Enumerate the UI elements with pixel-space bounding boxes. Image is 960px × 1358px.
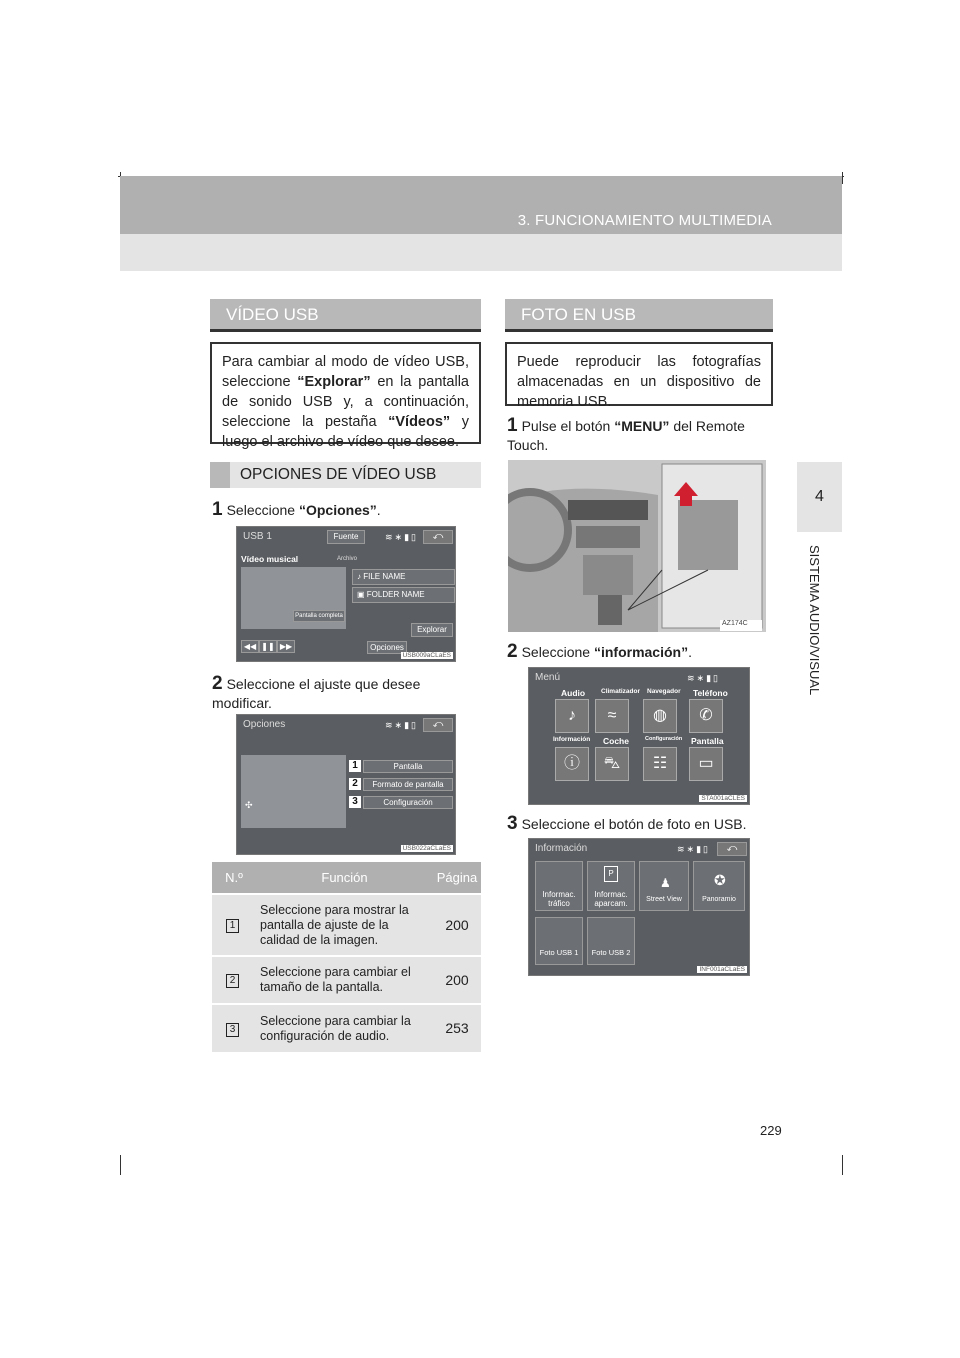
options-screen bbox=[236, 714, 456, 855]
figure-code: AZ174C bbox=[722, 620, 748, 627]
menu-label-information: Información bbox=[553, 736, 591, 743]
row-number: 2 bbox=[226, 974, 239, 988]
settings-button[interactable]: Configuración bbox=[363, 796, 453, 809]
menu-label-display: Pantalla bbox=[691, 736, 724, 746]
screen-format-button[interactable]: Formato de pantalla bbox=[363, 778, 453, 791]
source-button[interactable]: Fuente bbox=[327, 530, 365, 544]
left-intro-box bbox=[210, 342, 481, 450]
parking-icon: P bbox=[604, 866, 618, 882]
figure-code: USB022aCLaES bbox=[402, 845, 451, 852]
screen-title: Opciones bbox=[243, 719, 286, 730]
chapter-label-wrap bbox=[782, 545, 862, 696]
intro-bold: “Explorar” bbox=[297, 374, 371, 390]
step-text: Seleccione bbox=[226, 502, 299, 518]
step-2 bbox=[507, 642, 773, 662]
step-text: Pulse el botón bbox=[521, 418, 615, 434]
chapter-tab bbox=[797, 462, 842, 532]
screen-title: Menú bbox=[535, 672, 561, 683]
step-bold: “Opciones” bbox=[298, 502, 377, 518]
intro-bold: “Vídeos” bbox=[388, 414, 451, 430]
step-3 bbox=[507, 814, 773, 834]
function-table bbox=[212, 862, 481, 1052]
back-icon[interactable]: ⤺ bbox=[423, 718, 453, 732]
information-screen bbox=[528, 838, 750, 976]
step-text: Seleccione bbox=[521, 644, 594, 660]
compass-icon[interactable]: ◍ bbox=[643, 699, 677, 733]
street-view-button[interactable] bbox=[639, 861, 689, 911]
menu-screen bbox=[528, 667, 750, 805]
sub-section-title: OPCIONES DE VÍDEO USB bbox=[210, 462, 481, 488]
step-number: 3 bbox=[507, 813, 518, 834]
back-icon[interactable]: ⤺ bbox=[423, 530, 453, 544]
menu-label-car: Coche bbox=[603, 736, 629, 746]
callout-1: 1 bbox=[349, 760, 361, 772]
intro-text: y luego el archivo de vídeo que desee. bbox=[222, 414, 469, 450]
screen-title: Información bbox=[535, 843, 588, 854]
menu-label-phone: Teléfono bbox=[693, 688, 728, 698]
forward-icon: ▶▶ bbox=[279, 642, 293, 651]
table-row bbox=[212, 956, 481, 1004]
folder-name: FOLDER NAME bbox=[366, 590, 425, 599]
row-page: 200 bbox=[433, 894, 481, 956]
step-text: Seleccione el botón de foto en USB. bbox=[521, 816, 747, 832]
right-section-title: FOTO EN USB bbox=[505, 299, 773, 332]
step-1 bbox=[212, 500, 482, 520]
step-text: Seleccione el ajuste que desee modificar. bbox=[212, 676, 421, 711]
tile-label: Informac. aparcam. bbox=[594, 890, 628, 908]
folder-row[interactable] bbox=[352, 587, 455, 603]
status-icons: ≋∗▮▯ bbox=[687, 673, 720, 683]
car-interior-illustration bbox=[508, 460, 766, 632]
col-function: Función bbox=[256, 862, 433, 894]
callout-3: 3 bbox=[349, 796, 361, 808]
person-icon: ♟ bbox=[660, 876, 671, 890]
step-bold: “MENU” bbox=[614, 418, 670, 434]
screen-title: USB 1 bbox=[243, 531, 272, 542]
tile-label: Foto USB 1 bbox=[539, 948, 579, 957]
row-page: 200 bbox=[433, 956, 481, 1004]
options-button[interactable]: Opciones bbox=[367, 641, 407, 654]
info-icon[interactable]: ⓘ bbox=[555, 747, 589, 781]
traffic-info-button[interactable] bbox=[535, 861, 583, 911]
back-icon[interactable]: ⤺ bbox=[717, 842, 747, 856]
col-page: Página bbox=[433, 862, 481, 894]
step-bold: “información” bbox=[593, 644, 689, 660]
status-icons: ≋∗▮▯ bbox=[677, 844, 710, 854]
col-number: N.º bbox=[212, 862, 256, 894]
video-preview bbox=[241, 755, 346, 828]
tile-label: Street View bbox=[646, 896, 682, 903]
figure-code: USB009aCLaES bbox=[402, 652, 451, 659]
row-number: 3 bbox=[226, 1023, 239, 1037]
crop-mark bbox=[842, 172, 843, 184]
row-function: Seleccione para cambiar el tamaño de la pantalla. bbox=[256, 956, 433, 1004]
figure-code: STA001aCLES bbox=[701, 795, 745, 802]
chapter-number: 4 bbox=[815, 488, 824, 505]
step-text: del Remote Touch. bbox=[507, 418, 745, 453]
display-button[interactable]: Pantalla bbox=[363, 760, 453, 773]
folder-icon: ▣ bbox=[357, 590, 365, 599]
music-note-icon: ♪ bbox=[357, 572, 361, 581]
tile-label: Panoramio bbox=[702, 896, 736, 903]
pause-icon: ❚❚ bbox=[261, 642, 275, 651]
left-section-title: VÍDEO USB bbox=[210, 299, 481, 332]
intro-text: Para cambiar al modo de vídeo USB, seleccione bbox=[222, 354, 469, 390]
explore-button[interactable]: Explorar bbox=[411, 623, 453, 637]
step-number: 1 bbox=[507, 415, 518, 436]
pause-button[interactable] bbox=[259, 640, 277, 653]
menu-label-navigator: Navegador bbox=[647, 688, 681, 695]
archive-tab[interactable]: Archivo bbox=[337, 556, 358, 562]
usb-photo-1-button[interactable] bbox=[535, 917, 583, 965]
usb-video-screen bbox=[236, 526, 456, 662]
row-function: Seleccione para cambiar la configuración de audio. bbox=[256, 1004, 433, 1052]
usb-photo-2-button[interactable] bbox=[587, 917, 635, 965]
page-number: 229 bbox=[760, 1123, 782, 1138]
move-icon: ✣ bbox=[245, 800, 253, 810]
menu-label-audio: Audio bbox=[561, 688, 586, 698]
step-2 bbox=[212, 674, 482, 713]
file-row[interactable] bbox=[352, 569, 455, 585]
panoramio-button[interactable] bbox=[693, 861, 745, 911]
intro-text: en la pantalla de sonido USB y, a continuación, seleccione la pestaña bbox=[222, 374, 469, 430]
phone-icon[interactable]: ✆ bbox=[689, 699, 723, 733]
intro-text: Puede reproducir las fotografías almacenadas en un dispositivo de memoria USB. bbox=[517, 354, 761, 410]
status-icons: ≋∗▮▯ bbox=[385, 532, 418, 542]
parking-info-button[interactable] bbox=[587, 861, 635, 911]
video-label: Vídeo musical bbox=[241, 554, 299, 564]
row-number: 1 bbox=[226, 919, 239, 933]
fullscreen-button[interactable]: Pantalla completa bbox=[293, 610, 345, 622]
car-icon[interactable]: ⛍ bbox=[595, 747, 629, 781]
dashboard-drawing bbox=[508, 460, 766, 632]
row-page: 253 bbox=[433, 1004, 481, 1052]
chapter-label: SISTEMA AUDIO/VISUAL bbox=[807, 545, 822, 696]
step-text: . bbox=[688, 644, 692, 660]
file-name: FILE NAME bbox=[363, 572, 406, 581]
step-number: 2 bbox=[507, 641, 518, 662]
crop-mark bbox=[842, 1155, 843, 1175]
section-title: 3. FUNCIONAMIENTO MULTIMEDIA bbox=[517, 212, 772, 229]
step-1 bbox=[507, 416, 773, 455]
rewind-button[interactable] bbox=[241, 640, 259, 653]
table-row bbox=[212, 1004, 481, 1052]
menu-label-climate: Climatizador bbox=[601, 688, 641, 695]
crop-mark bbox=[120, 1155, 121, 1175]
step-number: 2 bbox=[212, 673, 223, 694]
fan-icon[interactable]: ≈ bbox=[595, 699, 629, 733]
table-row bbox=[212, 894, 481, 956]
compass-icon: ✪ bbox=[714, 872, 726, 888]
settings-icon[interactable]: ☷ bbox=[643, 747, 677, 781]
display-icon[interactable]: ▭ bbox=[689, 747, 723, 781]
tile-label: Foto USB 2 bbox=[591, 948, 631, 957]
music-note-icon[interactable]: ♪ bbox=[555, 699, 589, 733]
row-function: Seleccione para mostrar la pantalla de ajuste de la calidad de la imagen. bbox=[256, 894, 433, 956]
page-header bbox=[120, 176, 842, 271]
rewind-icon: ◀◀ bbox=[243, 642, 257, 651]
step-number: 1 bbox=[212, 499, 223, 520]
right-intro-box bbox=[505, 342, 773, 410]
figure-code: INF001aCLaES bbox=[699, 966, 745, 973]
forward-button[interactable] bbox=[277, 640, 295, 653]
step-text: . bbox=[376, 502, 381, 518]
tile-label: Informac. tráfico bbox=[542, 890, 576, 908]
status-icons: ≋∗▮▯ bbox=[385, 720, 418, 730]
menu-label-settings: Configuración bbox=[645, 736, 683, 742]
callout-2: 2 bbox=[349, 778, 361, 790]
